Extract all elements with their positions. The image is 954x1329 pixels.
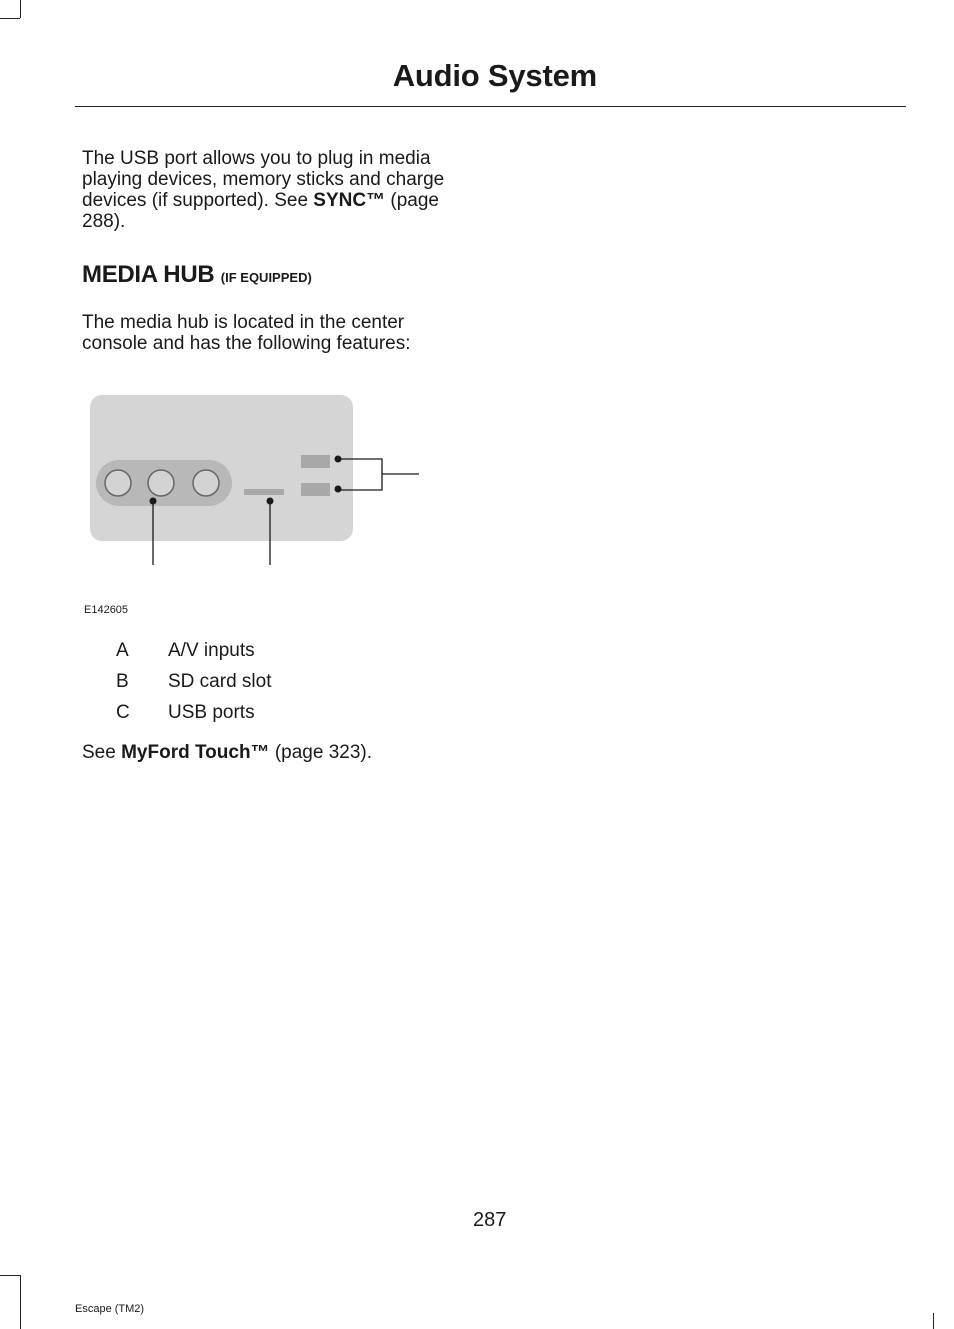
see-also-suffix: (page 323). [269, 742, 373, 763]
sync-page-reference: (page 288). [82, 190, 439, 232]
footer-text: Escape (TM2) [75, 1303, 145, 1315]
see-also-line [82, 742, 482, 763]
usb-port-2 [301, 483, 330, 496]
sd-card-slot [244, 489, 284, 495]
media-hub-illustration [84, 388, 434, 573]
header-divider [75, 106, 906, 107]
section-qualifier: (IF EQUIPPED) [220, 270, 312, 285]
legend-description: SD card slot [168, 671, 272, 692]
myford-touch-reference[interactable]: MyFord Touch™ [121, 742, 270, 763]
legend-letter: A [116, 640, 129, 661]
legend-description: A/V inputs [168, 640, 255, 661]
intro-text: The USB port allows you to plug in media playing devices, memory sticks and charge devices (if supported). See [82, 148, 445, 211]
intro-paragraph [82, 148, 477, 232]
figure-code: E142605 [84, 604, 129, 616]
crop-mark-bottom-left-vertical [20, 1275, 21, 1329]
page-number: 287 [473, 1209, 507, 1231]
crop-mark-top-left-horizontal [0, 18, 20, 19]
callout-dot-b [267, 498, 274, 505]
callout-dot-c2 [335, 486, 342, 493]
legend-letter: B [116, 671, 129, 692]
section-description: The media hub is located in the center console and has the following features: [82, 312, 411, 354]
crop-mark-bottom-right-vertical [933, 1313, 934, 1329]
av-socket-1 [105, 470, 131, 496]
section-heading [82, 261, 482, 289]
crop-mark-bottom-left-horizontal [0, 1275, 20, 1276]
page-header-title: Audio System [392, 58, 597, 93]
crop-mark-top-left-vertical [20, 0, 21, 18]
callout-dot-a [150, 498, 157, 505]
av-socket-3 [193, 470, 219, 496]
usb-port-1 [301, 455, 330, 468]
see-also-prefix: See [82, 742, 122, 763]
sync-reference[interactable]: SYNC™ [313, 190, 386, 211]
legend-description: USB ports [168, 702, 255, 723]
section-title: MEDIA HUB [82, 261, 215, 288]
legend-letter: C [116, 702, 130, 723]
av-socket-2 [148, 470, 174, 496]
